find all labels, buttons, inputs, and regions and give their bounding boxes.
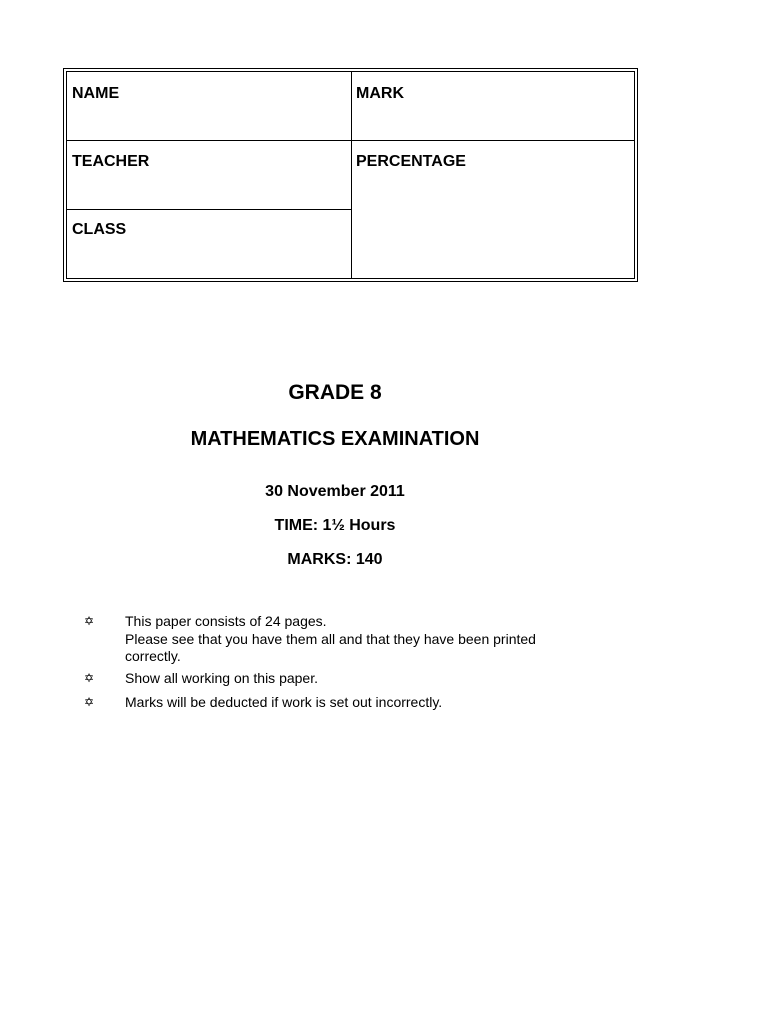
student-info-table	[63, 68, 638, 282]
class-label: CLASS	[72, 221, 127, 238]
table-column-divider	[351, 72, 352, 278]
instruction-text	[125, 670, 565, 688]
instruction-line: Please see that you have them all and that they have been printed	[125, 630, 536, 647]
grade-heading: GRADE 8	[288, 381, 382, 404]
star-bullet-icon: ✡	[84, 671, 95, 685]
exam-date: 30 November 2011	[265, 483, 405, 500]
percentage-label: PERCENTAGE	[356, 153, 466, 170]
mark-label: MARK	[356, 85, 404, 102]
exam-duration: TIME: 1½ Hours	[274, 517, 396, 534]
student-info-table-inner	[66, 71, 635, 279]
instruction-line: correctly.	[125, 648, 181, 664]
instruction-text	[125, 694, 565, 712]
teacher-label: TEACHER	[72, 153, 150, 170]
instruction-line: Marks will be deducted if work is set out incorrectly.	[125, 694, 443, 710]
exam-total-marks: MARKS: 140	[287, 551, 383, 568]
instruction-line: Show all working on this paper.	[125, 670, 318, 686]
star-bullet-icon: ✡	[84, 614, 95, 628]
instruction-line: This paper consists of 24 pages.	[125, 613, 327, 629]
exam-title: MATHEMATICS EXAMINATION	[190, 428, 480, 450]
name-label: NAME	[72, 85, 120, 102]
instruction-text	[125, 613, 565, 666]
table-row-divider	[67, 209, 351, 210]
table-row-divider	[67, 140, 634, 141]
star-bullet-icon: ✡	[84, 695, 95, 709]
